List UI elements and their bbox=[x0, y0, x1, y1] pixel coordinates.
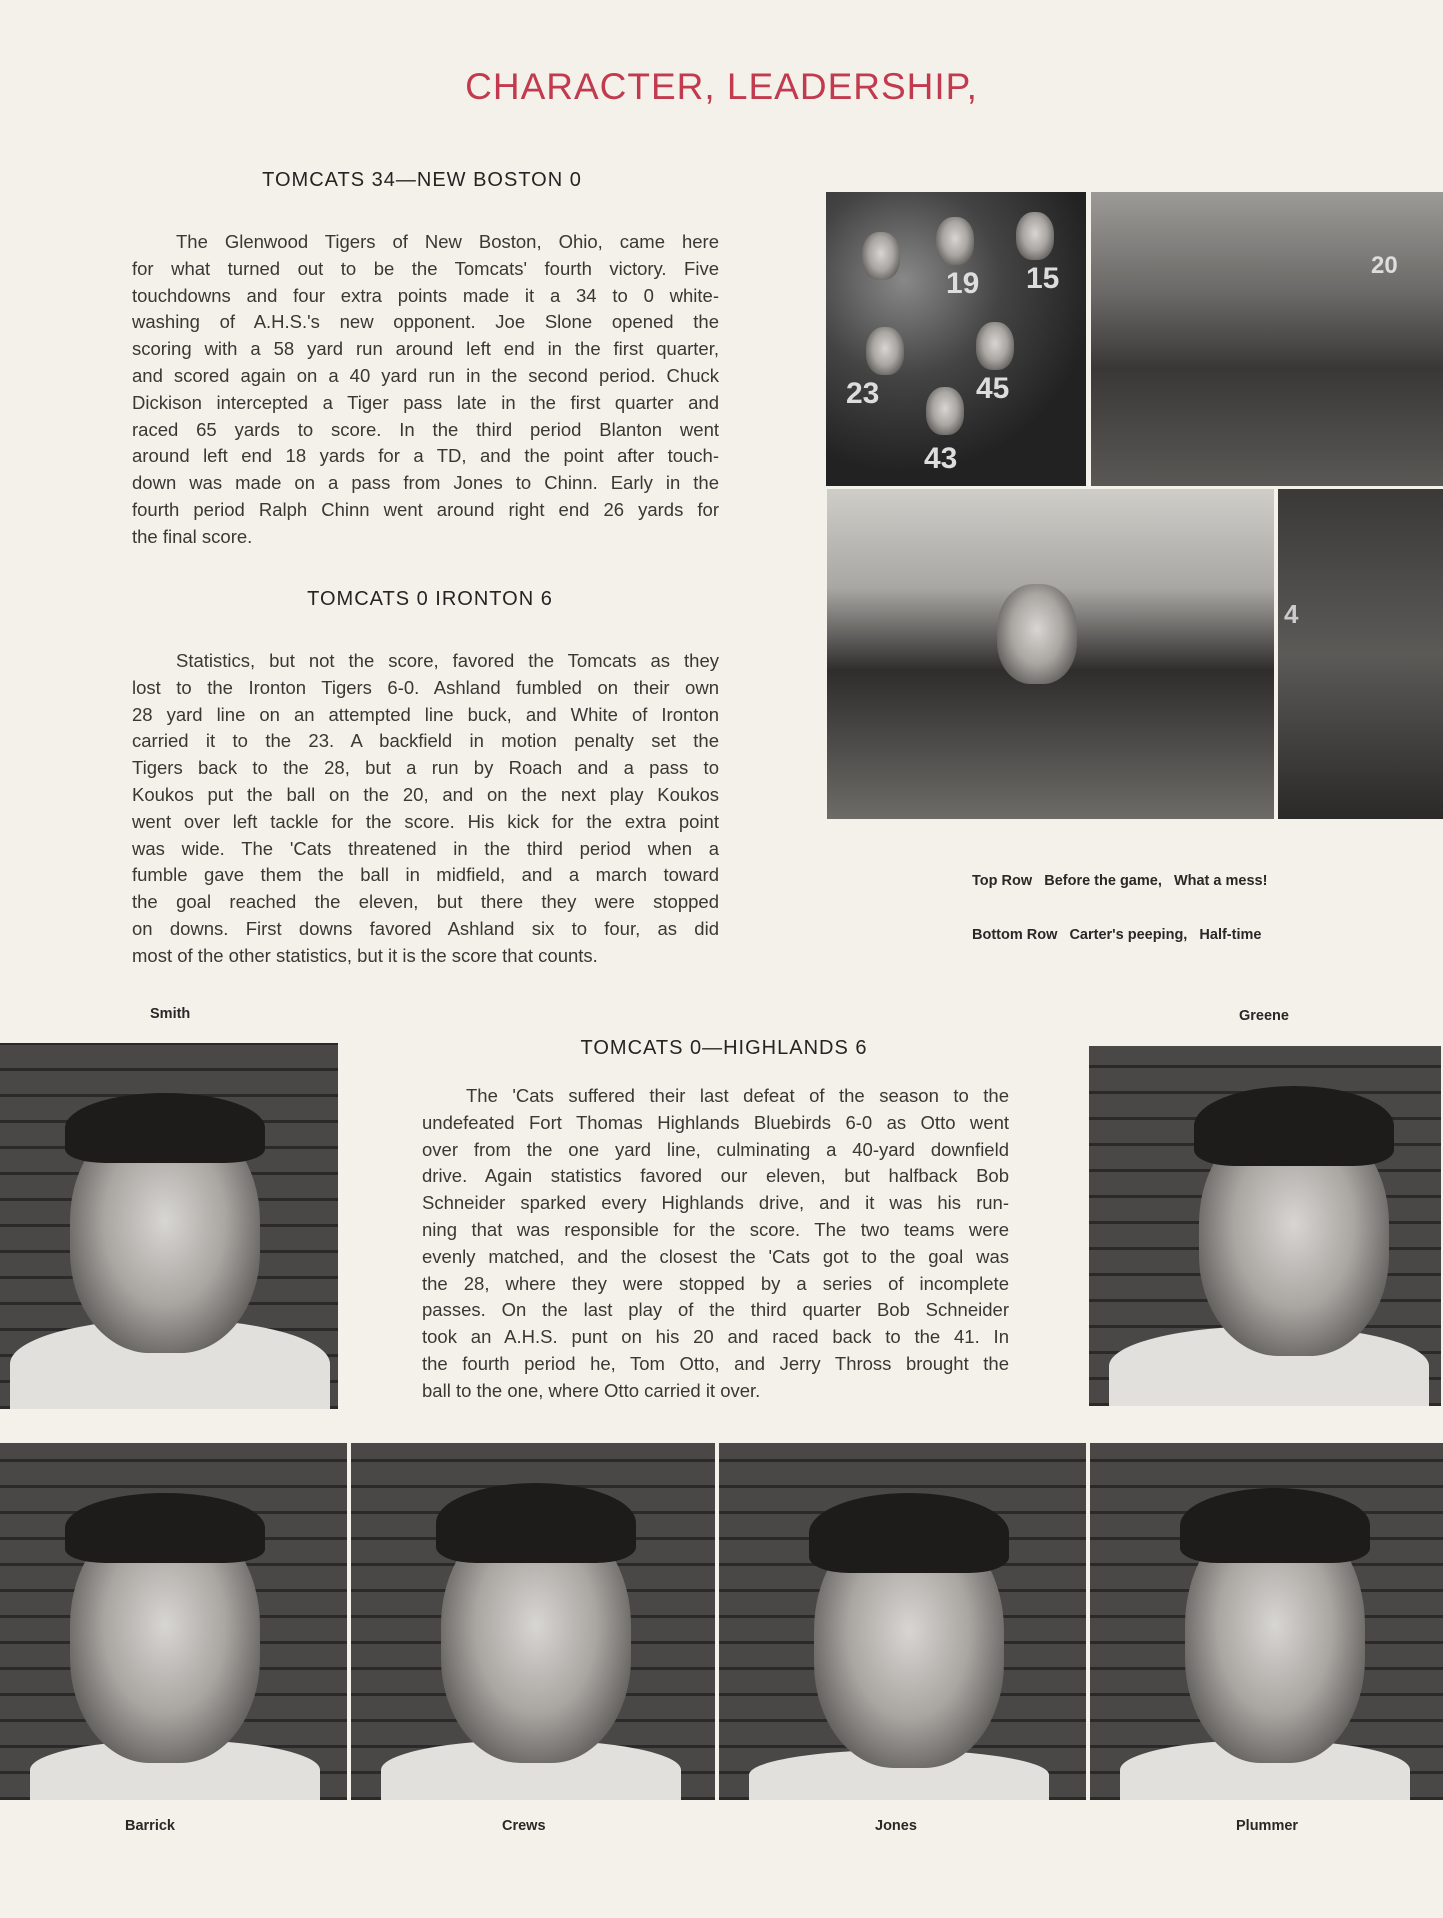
article-body-new-boston bbox=[132, 229, 719, 551]
text-line: the 28, where they were stopped by a series of incomplete bbox=[422, 1272, 1009, 1294]
caption-top-row: Top Row Before the game, What a mess! bbox=[972, 873, 1268, 889]
article-body-highlands bbox=[422, 1083, 1009, 1405]
text-line: over from the one yard line, culminating a 40-yard downfield bbox=[422, 1138, 1009, 1160]
text-line: took an A.H.S. punt on his 20 and raced back to the 41. In bbox=[422, 1326, 1009, 1348]
text-line: passes. On the last play of the third quarter Bob Schneider bbox=[422, 1299, 1009, 1321]
portrait-barrick bbox=[0, 1443, 347, 1800]
photo-what-a-mess bbox=[1091, 192, 1443, 486]
text-line: fourth period Ralph Chinn went around right end 26 yards for bbox=[132, 498, 719, 520]
portrait-label-jones: Jones bbox=[875, 1818, 917, 1834]
text-line: 28 yard line on an attempted line buck, and White of Ironton bbox=[132, 703, 719, 725]
portrait-label-smith: Smith bbox=[150, 1006, 191, 1022]
portrait-label-crews: Crews bbox=[502, 1818, 546, 1834]
text-line: was wide. The 'Cats threatened in the third period when a bbox=[132, 837, 719, 859]
portrait-greene bbox=[1089, 1046, 1441, 1406]
page-title: CHARACTER, LEADERSHIP, bbox=[465, 66, 978, 107]
text-line: and scored again on a 40 yard run in the second period. Chuck bbox=[132, 364, 719, 386]
jersey-number: 15 bbox=[1026, 262, 1060, 295]
photo-carters-peeping bbox=[827, 489, 1274, 819]
jersey-number: 43 bbox=[924, 442, 958, 475]
photo-caption bbox=[972, 836, 1267, 962]
text-line: The Glenwood Tigers of New Boston, Ohio, came here bbox=[176, 231, 719, 252]
text-line: carried it to the 23. A backfield in motion penalty set the bbox=[132, 730, 719, 752]
text-line: Dickison intercepted a Tiger pass late in the first quarter and bbox=[132, 391, 719, 413]
portrait-jones bbox=[719, 1443, 1086, 1800]
text-line: the fourth period he, Tom Otto, and Jerry Thross brought the bbox=[422, 1352, 1009, 1374]
text-line: most of the other statistics, but it is the score that counts. bbox=[132, 944, 598, 966]
text-line: drive. Again statistics favored our eleven, but halfback Bob bbox=[422, 1165, 1009, 1187]
article-heading-new-boston: TOMCATS 34—NEW BOSTON 0 bbox=[262, 169, 582, 191]
article-heading-highlands: TOMCATS 0—HIGHLANDS 6 bbox=[580, 1037, 868, 1059]
jersey-number: 20 bbox=[1371, 252, 1398, 279]
text-line: touchdowns and four extra points made it a 34 to 0 white- bbox=[132, 284, 719, 306]
text-line: The 'Cats suffered their last defeat of the season to the bbox=[466, 1085, 1009, 1106]
portrait-smith bbox=[0, 1043, 338, 1409]
portrait-plummer bbox=[1090, 1443, 1443, 1800]
article-heading-ironton: TOMCATS 0 IRONTON 6 bbox=[307, 588, 553, 610]
text-line: the goal reached the eleven, but there they were stopped bbox=[132, 891, 719, 913]
text-line: fumble gave them the ball in midfield, and a march toward bbox=[132, 864, 719, 886]
photo-before-the-game bbox=[826, 192, 1086, 486]
text-line: on downs. First downs favored Ashland six to four, as did bbox=[132, 917, 719, 939]
text-line: the final score. bbox=[132, 525, 253, 547]
jersey-number: 45 bbox=[976, 372, 1010, 405]
text-line: Tigers back to the 28, but a run by Roach and a pass to bbox=[132, 757, 719, 779]
text-line: scoring with a 58 yard run around left end in the first quarter, bbox=[132, 338, 719, 360]
portrait-label-greene: Greene bbox=[1239, 1008, 1289, 1024]
text-line: washing of A.H.S.'s new opponent. Joe Slone opened the bbox=[132, 311, 719, 333]
jersey-number: 23 bbox=[846, 377, 880, 410]
text-line: raced 65 yards to score. In the third period Blanton went bbox=[132, 418, 719, 440]
portrait-crews bbox=[351, 1443, 715, 1800]
text-line: around left end 18 yards for a TD, and the point after touch- bbox=[132, 445, 719, 467]
text-line: undefeated Fort Thomas Highlands Bluebirds 6-0 as Otto went bbox=[422, 1111, 1009, 1133]
text-line: for what turned out to be the Tomcats' fourth victory. Five bbox=[132, 257, 719, 279]
portrait-label-barrick: Barrick bbox=[125, 1818, 175, 1834]
portrait-label-plummer: Plummer bbox=[1236, 1818, 1299, 1834]
article-body-ironton bbox=[132, 648, 719, 970]
text-line: evenly matched, and the closest the 'Cats got to the goal was bbox=[422, 1245, 1009, 1267]
text-line: went over left tackle for the score. His kick for the extra point bbox=[132, 810, 719, 832]
text-line: Koukos put the ball on the 20, and on the next play Koukos bbox=[132, 783, 719, 805]
jersey-number: 4 bbox=[1284, 599, 1299, 629]
jersey-number: 19 bbox=[946, 267, 980, 300]
text-line: Statistics, but not the score, favored the Tomcats as they bbox=[176, 650, 719, 671]
caption-bottom-row: Bottom Row Carter's peeping, Half-time bbox=[972, 927, 1262, 943]
text-line: lost to the Ironton Tigers 6-0. Ashland fumbled on their own bbox=[132, 676, 719, 698]
text-line: Schneider sparked every Highlands drive, and it was his run- bbox=[422, 1192, 1009, 1214]
photo-half-time bbox=[1278, 489, 1443, 819]
text-line: ball to the one, where Otto carried it over. bbox=[422, 1379, 761, 1401]
text-line: down was made on a pass from Jones to Chinn. Early in the bbox=[132, 472, 719, 494]
text-line: ning that was responsible for the score. The two teams were bbox=[422, 1218, 1009, 1240]
